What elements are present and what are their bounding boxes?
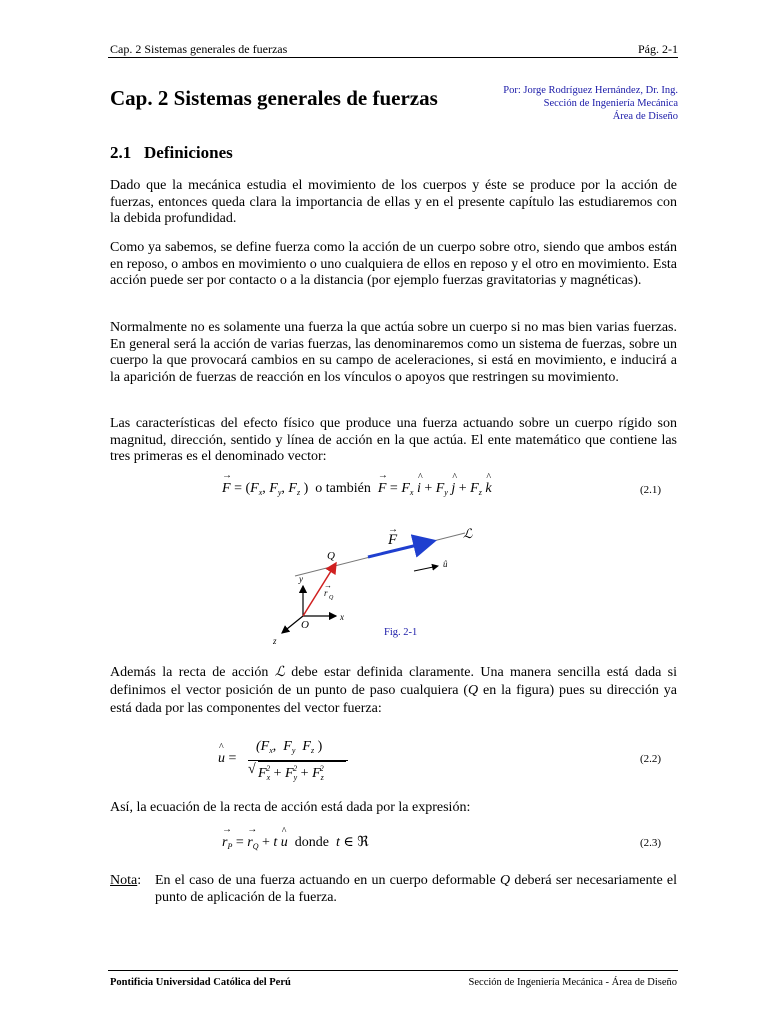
paragraph-5 [110,664,677,718]
label-rQ: r [324,588,328,598]
note-text [155,873,677,906]
author-department: Sección de Ingeniería Mecánica [543,98,678,109]
label-u: û [443,559,448,569]
paragraph-2: Como ya sabemos, se define fuerza como la acción de un cuerpo sobre otro, siendo que ambos están en reposo, o ambos en movimiento o uno cualquiera de ellos en reposo y el otro en movimiento. Esta acción puede ser por contacto o a la distancia (por ejemplo fuerzas gravitatorias y magnéticas). [110,240,677,289]
z-axis-arrow [282,616,303,633]
footer-section: Sección de Ingeniería Mecánica - Área de Diseño [468,977,677,988]
note-q: Q [499,873,511,888]
equation-number-2-1: (2.1) [640,484,662,496]
note-label-wrap: Nota: [110,873,142,888]
paragraph-1: Dado que la mecánica estudia el movimiento de los cuerpos y éste se produce por la acción de fuerzas, entonces queda clara la importancia de ellas y en el presente capítulo las estudiaremos con la debida profundidad. [110,178,677,227]
label-O: O [301,619,309,631]
note-label: Nota [110,873,138,888]
paragraph-6: Así, la ecuación de la recta de acción está dada por la expresión: [110,800,471,815]
label-F-arrow: → [388,524,398,535]
p5-point-Q: Q [468,683,479,698]
p5-part-b: debe estar definida claramente. Una manera sencilla está dada [291,665,662,680]
header-rule [108,57,678,58]
note-text-1: En el caso de una fuerza actuando en un cuerpo deformable [155,873,496,888]
equation-2-2: ^ u = ($F_x$, $F_y$ $F_z$ ) √ $F_x^2 + F_y^2 + F_z^2$ [218,740,358,788]
p5-part-c: si definimos el vector posición de un punto de paso cualquiera ( [110,665,678,698]
chapter-title: Cap. 2 Sistemas generales de fuerzas [110,86,438,110]
author-name: Por: Jorge Rodríguez Hernández, Dr. Ing. [503,85,678,96]
p5-part-a: Además la recta de acción [110,665,269,680]
p5-line-symbol: ℒ [274,665,285,680]
label-rQ-arrow: → [324,581,332,590]
p5-part-d: en la figura) pues su [483,683,602,698]
section-heading [110,143,233,163]
author-area: Área de Diseño [612,111,678,122]
eq-also-text: o también [315,481,371,496]
equation-2-1: → $F = (F_x$, $F_y$, $F_z$ ) o también → $F = F_x$ ^ $i + F_y$ ^ $j + F_z$ ^ k [222,481,492,497]
footer-rule [108,970,678,971]
figure-caption: Fig. 2-1 [384,627,418,638]
note-text-2: deberá ser [514,873,573,888]
section-title: Definiciones [144,143,233,162]
author-block [418,84,678,123]
figure-2-1 [260,520,510,650]
equation-number-2-2: (2.2) [640,753,662,765]
running-header-left: Cap. 2 Sistemas generales de fuerzas [110,42,288,56]
label-F: F [388,532,398,548]
paragraph-3: Normalmente no es solamente una fuerza la que actúa sobre un cuerpo si no mas bien varias fuerzas. En general será la acción de varias fuerzas, las denominaremos como un sistema de fuerzas, sobre un cuerpo la que provocará cambios en su campo de aceleraciones, si está en movimiento, e inducirá a la aparición de fuerzas de reacción en los vínculos o apoyos que restringen su movimiento. [110,320,677,385]
unit-vector-arrow [414,566,438,571]
p5-part-e: dirección ya está dada por las componentes del vector fuerza: [110,683,677,716]
force-vector-arrow [368,541,434,557]
equation-2-3: → $r_P$ = → $r_Q + t$ ^ u donde t ∈ ℜ [222,834,369,851]
label-Q: Q [327,550,335,562]
label-z: z [273,636,277,646]
running-header-page: Pág. 2-1 [638,42,678,56]
label-rQ-sub: Q [329,595,334,601]
label-y: y [299,574,303,584]
note-text-3: necesariamente el punto de aplicación de la fuerza. [155,873,678,905]
paragraph-4: Las características del efecto físico que produce una fuerza actuando sobre un cuerpo rígido son magnitud, dirección, sentido y línea de acción en la que actúa. El ente matemático que contiene las tres primeras es el denominado vector: [110,416,677,465]
footer-university: Pontificia Universidad Católica del Perú [110,977,291,988]
equation-number-2-3: (2.3) [640,837,662,849]
label-action-line: ℒ [463,526,473,541]
label-x: x [340,612,344,622]
eq-where-text: donde [294,835,329,850]
section-number: 2.1 [110,143,132,162]
